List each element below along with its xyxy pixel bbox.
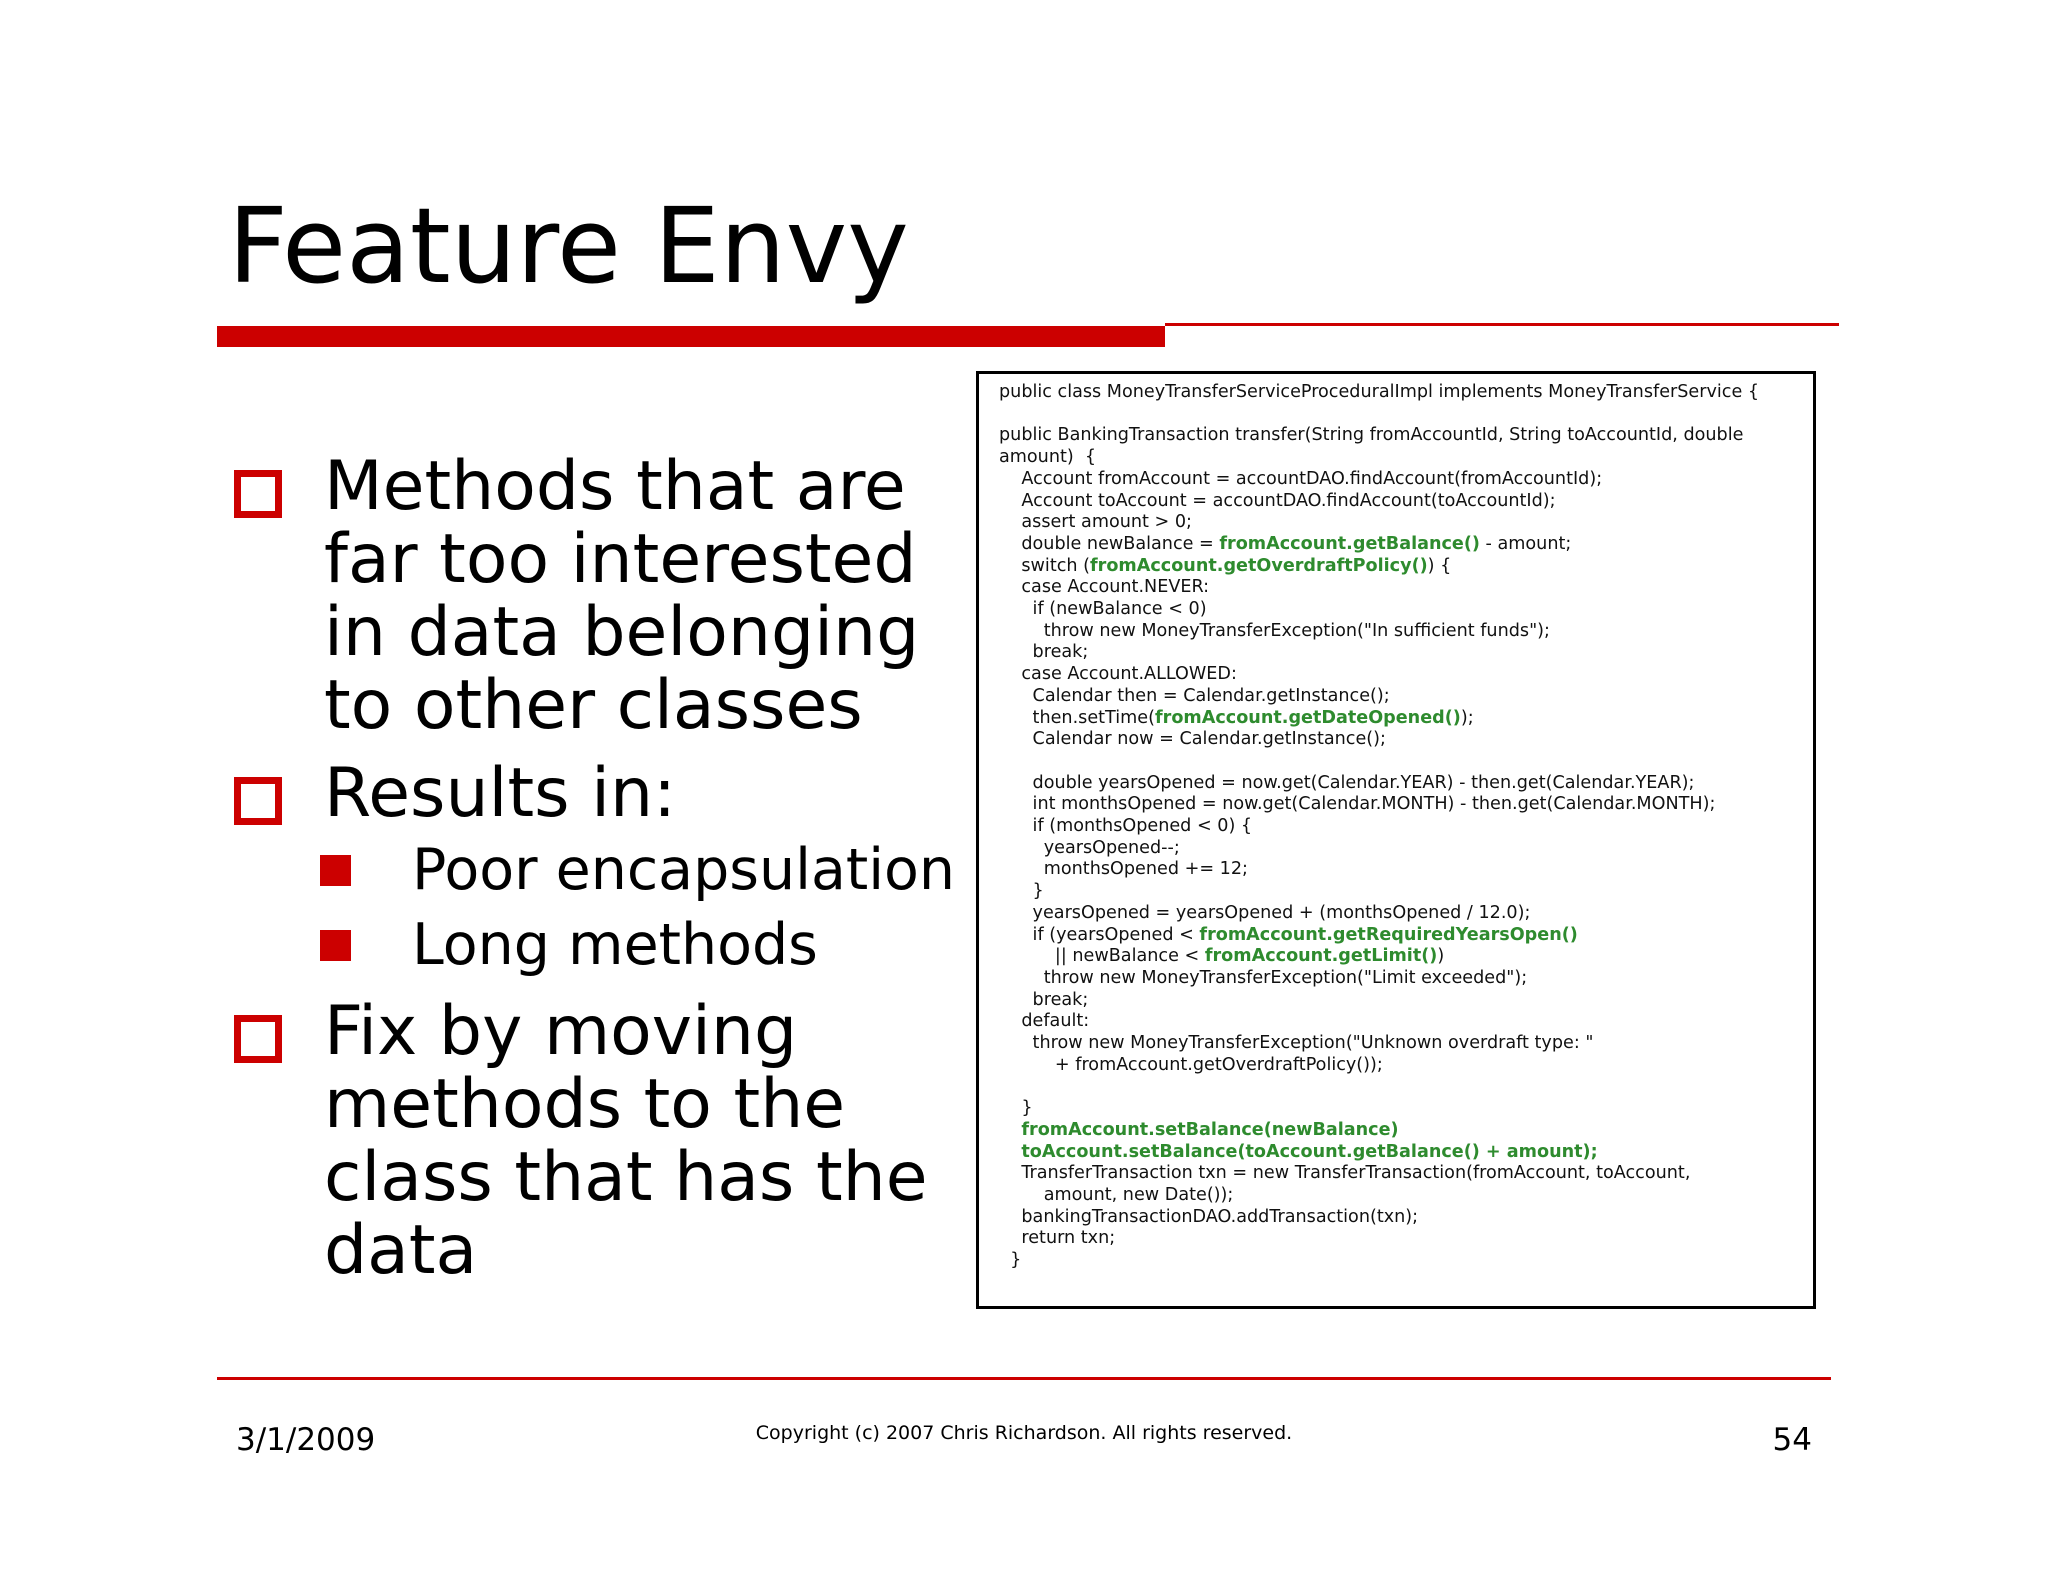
code-text: switch (	[999, 555, 1090, 576]
code-line	[999, 838, 1759, 860]
code-line	[999, 425, 1759, 447]
code-line	[999, 621, 1759, 643]
code-line	[999, 729, 1759, 751]
code-line	[999, 1033, 1759, 1055]
code-text: if (yearsOpened <	[999, 924, 1200, 945]
code-line	[999, 556, 1759, 578]
filled-square-bullet-icon	[320, 930, 351, 961]
code-text	[999, 1142, 1021, 1162]
code-text: throw new MoneyTransferException("In sufficient funds");	[999, 620, 1550, 641]
code-text: throw new MoneyTransferException("Limit exceeded");	[999, 967, 1528, 988]
code-highlight: toAccount.setBalance(toAccount.getBalance() + amount);	[1021, 1141, 1598, 1162]
bullet-item	[232, 754, 972, 983]
code-line	[999, 686, 1759, 708]
code-text: bankingTransactionDAO.addTransaction(txn);	[999, 1206, 1419, 1227]
code-line	[999, 1163, 1759, 1185]
code-line	[999, 859, 1759, 881]
code-highlight: fromAccount.getOverdraftPolicy()	[1090, 555, 1428, 576]
code-text: Calendar then = Calendar.getInstance();	[999, 685, 1390, 706]
bullet-text: Fix by moving methods to the class that has the data	[324, 992, 928, 1290]
code-line	[999, 534, 1759, 556]
code-line	[999, 946, 1759, 968]
sub-bullet-text: Long methods	[412, 912, 818, 978]
slide-title: Feature Envy	[228, 185, 909, 307]
footer-rule	[217, 1377, 1831, 1380]
code-line	[999, 642, 1759, 664]
code-line	[999, 925, 1759, 947]
code-line	[999, 881, 1759, 903]
bullet-item	[232, 992, 972, 1290]
bullet-text: Results in:	[324, 754, 677, 833]
code-line	[999, 1120, 1759, 1142]
sub-bullet-text: Poor encapsulation	[412, 837, 956, 903]
code-line	[999, 1098, 1759, 1120]
code-highlight: fromAccount.getLimit()	[1204, 946, 1438, 967]
title-underline-thick	[217, 326, 1165, 347]
bullet-text: Methods that are far too interested in data belonging to other classes	[324, 447, 920, 745]
code-line	[999, 447, 1759, 469]
code-text: );	[1460, 707, 1474, 728]
code-line	[999, 1185, 1759, 1207]
code-line	[999, 816, 1759, 838]
footer-date: 3/1/2009	[236, 1422, 376, 1458]
code-text	[999, 1120, 1021, 1140]
code-text: public BankingTransaction transfer(String fromAccountId, String toAccountId, double	[999, 425, 1744, 446]
code-line	[999, 599, 1759, 621]
code-line	[999, 469, 1759, 491]
code-line	[999, 1011, 1759, 1033]
code-text: monthsOpened += 12;	[999, 859, 1248, 880]
code-line	[999, 990, 1759, 1012]
code-highlight: fromAccount.getBalance()	[1219, 533, 1480, 554]
code-text: throw new MoneyTransferException("Unknown overdraft type: "	[999, 1033, 1594, 1054]
code-text: }	[999, 1098, 1033, 1119]
bullet-item	[232, 447, 972, 745]
code-text: if (monthsOpened < 0) {	[999, 816, 1253, 837]
code-line	[999, 1207, 1759, 1229]
code-highlight: fromAccount.setBalance(newBalance)	[1021, 1119, 1399, 1140]
code-highlight: fromAccount.getRequiredYearsOpen()	[1199, 924, 1578, 945]
code-line	[999, 1077, 1759, 1099]
code-text: || newBalance <	[999, 946, 1205, 967]
code-text: + fromAccount.getOverdraftPolicy());	[999, 1054, 1383, 1075]
code-text: yearsOpened = yearsOpened + (monthsOpened / 12.0);	[999, 902, 1531, 923]
code-line	[999, 491, 1759, 513]
code-line	[999, 382, 1759, 404]
code-text: Account fromAccount = accountDAO.findAccount(fromAccountId);	[999, 468, 1603, 489]
code-text: public class MoneyTransferServiceProceduralImpl implements MoneyTransferService {	[999, 382, 1760, 402]
page-number: 54	[1772, 1422, 1812, 1458]
bullet-list	[232, 447, 972, 1302]
code-line	[999, 773, 1759, 795]
code-highlight: fromAccount.getDateOpened()	[1154, 707, 1461, 728]
code-line	[999, 751, 1759, 773]
code-line	[999, 664, 1759, 686]
code-text: then.setTime(	[999, 707, 1155, 728]
code-line	[999, 404, 1759, 426]
code-text: if (newBalance < 0)	[999, 599, 1207, 620]
sub-bullet-list	[324, 833, 972, 983]
code-text: break;	[999, 989, 1089, 1010]
code-text: return txn;	[999, 1228, 1116, 1249]
footer-copyright: Copyright (c) 2007 Chris Richardson. All rights reserved.	[755, 1422, 1293, 1444]
code-text: Calendar now = Calendar.getInstance();	[999, 729, 1386, 750]
code-listing	[999, 382, 1759, 1272]
code-text: case Account.NEVER:	[999, 577, 1210, 598]
sub-bullet-item	[232, 833, 972, 908]
code-text: int monthsOpened = now.get(Calendar.MONTH) - then.get(Calendar.MONTH);	[999, 794, 1716, 815]
code-text: Account toAccount = accountDAO.findAccount(toAccountId);	[999, 490, 1556, 511]
code-text: break;	[999, 642, 1089, 663]
code-text: )	[1437, 946, 1445, 967]
code-line	[999, 577, 1759, 599]
code-text: TransferTransaction txn = new TransferTransaction(fromAccount, toAccount,	[999, 1163, 1691, 1184]
code-line	[999, 1250, 1759, 1272]
code-line	[999, 708, 1759, 730]
code-text: assert amount > 0;	[999, 512, 1192, 533]
code-text: case Account.ALLOWED:	[999, 664, 1237, 685]
code-line	[999, 794, 1759, 816]
code-text: double yearsOpened = now.get(Calendar.YEAR) - then.get(Calendar.YEAR);	[999, 772, 1695, 793]
code-text: amount) {	[999, 447, 1097, 468]
code-line	[999, 1055, 1759, 1077]
code-text: }	[999, 1250, 1022, 1271]
title-underline-thin	[1165, 323, 1839, 326]
code-text: }	[999, 881, 1044, 902]
hollow-square-bullet-icon	[234, 470, 282, 518]
code-line	[999, 903, 1759, 925]
code-listing-box	[976, 371, 1816, 1309]
code-line	[999, 1228, 1759, 1250]
code-text: amount, new Date());	[999, 1185, 1234, 1206]
code-text: double newBalance =	[999, 533, 1220, 554]
code-text: default:	[999, 1011, 1090, 1032]
code-line	[999, 512, 1759, 534]
code-text: yearsOpened--;	[999, 837, 1180, 858]
code-text: ) {	[1427, 555, 1452, 576]
hollow-square-bullet-icon	[234, 777, 282, 825]
sub-bullet-item	[232, 908, 972, 983]
code-text: - amount;	[1479, 533, 1572, 554]
hollow-square-bullet-icon	[234, 1015, 282, 1063]
code-line	[999, 968, 1759, 990]
code-line	[999, 1142, 1759, 1164]
filled-square-bullet-icon	[320, 855, 351, 886]
